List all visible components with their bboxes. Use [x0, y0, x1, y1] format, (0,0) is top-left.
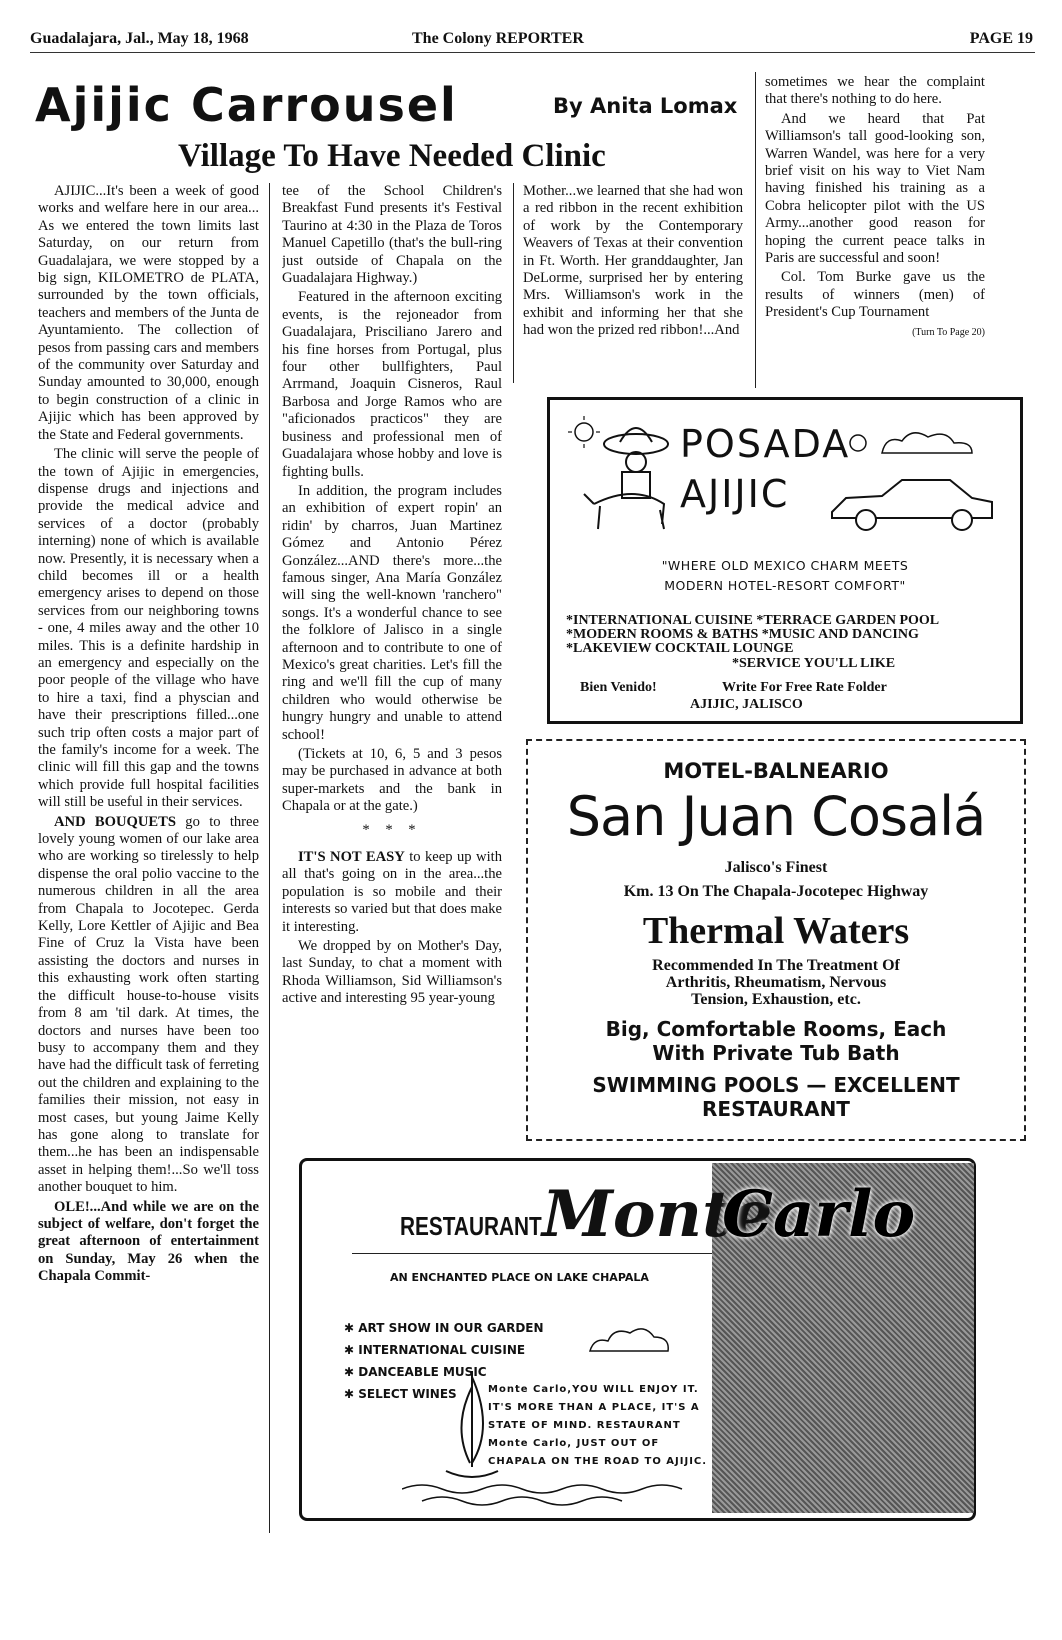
posada-amenities-2: *MODERN ROOMS & BATHS *MUSIC AND DANCING — [566, 627, 919, 642]
column-rule — [269, 183, 270, 1533]
paragraph: OLE!...And while we are on the subject of welfare, don't forget the great afternoon of entertainment on Sunday, May 26 when the Chapala Commit- — [38, 1198, 259, 1285]
monte-tagline: AN ENCHANTED PLACE ON LAKE CHAPALA — [390, 1271, 649, 1284]
paragraph: (Tickets at 10, 6, 5 and 3 pesos may be purchased in advance at both super-markets and the bank in Chapala or at the gate.) — [282, 746, 502, 815]
masthead — [30, 30, 1035, 53]
paragraph: AND BOUQUETS go to three lovely young women of our lake area who are working so tirelessly to help dispense the oral polio vaccine to the numerous children in all the area from Chapala to Jocotepec. Gerda Kelly, Lore Kettler of Ajijic and Bea Fine of Cruz la Vista have been assisting the doctors and nurses in this exhausting work often starting the difficult house-to-house visits from 8 am 'til dark. At times, the doctors and nurses have been too busy to accompany them and they have had the difficult task of ferreting out the children and explaining to the families their mission, not easy in most cases, but young Jaime Kelly has gone along to translate for them...he has been an indispensable asset in helping them!...So we'll toss another bouquet to him. — [38, 813, 259, 1196]
posada-ajijic-ad — [547, 397, 1023, 724]
posada-name-line-2: AJIJIC — [680, 472, 790, 516]
posada-name-line-1: POSADA — [680, 422, 851, 466]
monte-name-monte: Monte — [542, 1177, 773, 1252]
posada-welcome: Bien Venido! — [580, 680, 657, 695]
motel-rooms-2: With Private Tub Bath — [652, 1041, 900, 1065]
motel-sub-1: Jalisco's Finest — [724, 859, 828, 876]
article-column-2 — [282, 183, 502, 1141]
byline: By Anita Lomax — [553, 94, 738, 118]
paragraph: Featured in the afternoon exciting events, is the rejoneador from Guadalajara, Prisciliano Jarero and his fine horses from Portugal, plus four other bullfighters, Paul Arrmand, Joaquin Cisneros, Raul Barbosa and Jorge Ramos who are "aficionados practicos" they are business and professional men of Guadalajara whose hobby and love is fighting bulls. — [282, 289, 502, 480]
posada-rate-folder: Write For Free Rate Folder — [722, 680, 887, 695]
monte-copy-line: Monte Carlo,YOU WILL ENJOY IT. — [488, 1384, 699, 1395]
monte-feature-item: ✱ ART SHOW IN OUR GARDEN — [344, 1321, 544, 1335]
section-divider-stars: * * * — [362, 821, 422, 838]
paragraph: The clinic will serve the people of the town of Ajijic in emergencies, dispense drugs and injections and provide the medical advice and services of a doctor (probably interning) none of which is available now. Presently, it is necessary when a child becomes ill or a health emergency arises to depend on those services from our neighboring towns - one, 4 miles away and the other 10 miles. This is a definite hardship in an emergency and especially on the poor people of the village who have to hire a taxi, find a physcian and have their prescriptions filled...one such trip often costs a major part of the family's income for a week. The clinic will fill this gap and the towns which provide full hospital facilities will still be useful in their services. — [38, 446, 259, 811]
posada-amenities-3: *LAKEVIEW COCKTAIL LOUNGE — [566, 641, 794, 656]
article-column-4 — [765, 74, 985, 386]
sun-and-cloud-illustration — [842, 425, 992, 465]
monte-feature-item: ✱ DANCEABLE MUSIC — [344, 1365, 487, 1379]
monte-copy — [488, 1381, 707, 1471]
posada-amenities-4: *SERVICE YOU'LL LIKE — [732, 656, 896, 671]
motel-rec-3: Tension, Exhaustion, etc. — [691, 991, 861, 1008]
paragraph: Col. Tom Burke gave us the results of winners (men) of President's Cup Tournament — [765, 269, 985, 321]
monte-copy-line: Monte Carlo, JUST OUT OF — [488, 1438, 660, 1449]
vintage-car-illustration — [822, 468, 1002, 538]
paragraph: tee of the School Children's Breakfast Fund presents it's Festival Taurino at 4:30 in the Plaza de Toros Manuel Capetillo (that's the bull-ring just outside of Chapala on the Guadalajara Highway.) — [282, 183, 502, 287]
masthead-dateline: Guadalajara, Jal., May 18, 1968 — [30, 30, 249, 47]
lead-in: AND BOUQUETS — [54, 813, 177, 830]
motel-kicker: MOTEL-BALNEARIO — [663, 759, 889, 783]
motel-sub-2: Km. 13 On The Chapala-Jocotepec Highway — [623, 883, 929, 900]
paragraph: Mother...we learned that she had won a red ribbon in the recent exhibition of work by the Contemporary Weavers of Texas at their convention in Ft. Worth. Her granddaughter, Jan DeLorme, surprised her by entering Mrs. Williamson's work in the exhibit and informing her that she had won the prized red ribbon!...And — [523, 183, 743, 339]
posada-tagline-1: "WHERE OLD MEXICO CHARM MEETS — [661, 558, 909, 573]
posada-tagline-2: MODERN HOTEL-RESORT COMFORT" — [664, 578, 906, 593]
paragraph: AJIJIC...It's been a week of good works and welfare here in our area... As we entered the town limits last Saturday, on our return from Guadalajara, we were stopped by a big sign, KILOMETRO de PLATA, surrounded by the town officials, teachers and members of the Junta de Ayuntamiento. The collection of pesos from passing cars and members of the community over Saturday and Sunday amounted to 30,000, enough to begin construction of a clinic in Ajijic which has been approved by the State and Federal governments. — [38, 183, 259, 443]
monte-feature-item: ✱ SELECT WINES — [344, 1387, 457, 1401]
jump-line: (Turn To Page 20) — [912, 326, 985, 338]
monte-underline — [352, 1253, 712, 1254]
monte-copy-line: CHAPALA ON THE ROAD TO AJIJIC. — [488, 1456, 708, 1467]
column-rule — [513, 183, 514, 383]
posada-amenities-1: *INTERNATIONAL CUISINE *TERRACE GARDEN POOL — [566, 613, 940, 628]
monte-prefix: RESTAURANT — [400, 1211, 542, 1241]
column-title: Ajijic Carrousel — [35, 78, 458, 132]
paragraph: In addition, the program includes an exhibition of expert ropin' an ridin' by charros, Juan Martinez Gómez and Antonio Pérez González...AND there's more...the famous singer, Ana María González will sing the well-known 'ranchero" songs. It's a wonderful chance to see the folklore of Jalisco in a single afternoon and to contribute to one of Mexico's great charities. Let's fill the ring and we'll fill the cup of many children who would otherwise be hungry hungry and unable to attend school! — [282, 482, 502, 743]
monte-name-carlo: Carlo — [722, 1177, 916, 1252]
monte-feature-item: ✱ INTERNATIONAL CUISINE — [344, 1343, 526, 1357]
sombrero-donkey-illustration — [564, 414, 684, 534]
motel-pools-2: RESTAURANT — [702, 1097, 850, 1121]
motel-rooms-1: Big, Comfortable Rooms, Each — [605, 1017, 947, 1041]
paragraph: sometimes we hear the complaint that there's nothing to do here. — [765, 74, 985, 108]
motel-rec-2: Arthritis, Rheumatism, Nervous — [665, 974, 887, 991]
paragraph: We dropped by on Mother's Day, last Sunday, to chat a moment with Rhoda Williamson, Sid Williamson's active and interesting 95 year-young — [282, 938, 502, 1007]
lead-in: IT'S NOT EASY — [298, 849, 405, 866]
column-rule — [755, 72, 756, 388]
paragraph: IT'S NOT EASY to keep up with all that's going on in the area...the population is so mobile and their interests so varied but that does make it interesting. — [282, 849, 502, 935]
article-column-1 — [38, 183, 259, 1533]
cloud-illustration — [584, 1321, 674, 1361]
article-column-3 — [523, 183, 743, 388]
masthead-paper-name: The Colony REPORTER — [412, 30, 584, 47]
motel-san-juan-cosala-ad — [526, 739, 1026, 1141]
restaurant-monte-carlo-ad — [299, 1158, 976, 1521]
motel-rec-1: Recommended In The Treatment Of — [652, 957, 900, 974]
masthead-page-number: PAGE 19 — [969, 30, 1033, 47]
motel-name: San Juan Cosalá — [566, 785, 986, 848]
monte-copy-line: STATE OF MIND. RESTAURANT — [488, 1420, 681, 1431]
page-headline: Village To Have Needed Clinic — [178, 138, 606, 174]
wave-line-illustration — [402, 1479, 702, 1509]
motel-thermal-waters: Thermal Waters — [642, 910, 910, 952]
motel-pools-1: SWIMMING POOLS — EXCELLENT — [592, 1073, 960, 1097]
paragraph: And we heard that Pat Williamson's tall good-looking son, Warren Wandel, was here for a very brief visit on his way to Viet Nam having finished his training as a Cobra helicopter pilot with the US Army...another good reason for hoping the current peace talks in Paris are successful and soon! — [765, 110, 985, 267]
monte-copy-line: IT'S MORE THAN A PLACE, IT'S A — [488, 1402, 700, 1413]
posada-address: AJIJIC, JALISCO — [690, 697, 803, 712]
